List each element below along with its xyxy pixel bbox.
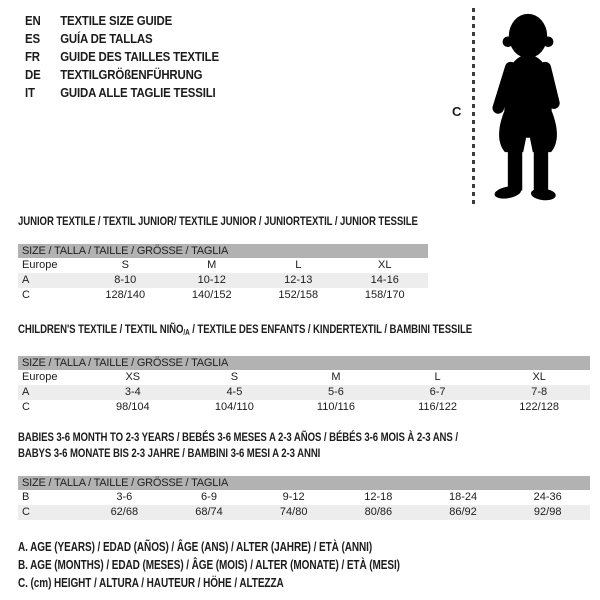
language-row xyxy=(25,29,219,47)
size-cell: 74/80 xyxy=(279,506,308,518)
size-cell: S xyxy=(230,371,239,383)
size-cell: 158/170 xyxy=(364,289,405,301)
size-cell: XS xyxy=(125,371,141,383)
size-cell: 3-6 xyxy=(116,491,133,503)
childrens-textile-table xyxy=(18,321,590,415)
size-cell: S xyxy=(121,259,129,271)
height-c-label: C xyxy=(452,104,462,119)
size-cell: 116/122 xyxy=(418,401,458,413)
size-cell: 68/74 xyxy=(195,506,223,518)
table-title-segment: BABYS 3-6 MONATE BIS 2-3 JAHRE / BAMBINI 3-6 MESI A 2-3 ANNI xyxy=(18,446,321,460)
language-code: FR xyxy=(25,48,40,64)
babies-textile-table xyxy=(18,429,590,520)
table-row xyxy=(18,273,428,288)
language-row xyxy=(25,47,219,65)
language-code: DE xyxy=(25,66,41,82)
table-title-segment: / TEXTILE DES ENFANTS / KINDERTEXTIL / BAMBINI TESSILE xyxy=(189,322,473,336)
row-label: C xyxy=(22,289,30,301)
size-cell: 12-13 xyxy=(284,274,313,286)
size-cell: 128/140 xyxy=(105,289,146,301)
table-title xyxy=(18,445,476,461)
toddler-silhouette-icon xyxy=(480,6,576,208)
size-cell: M xyxy=(331,371,341,383)
size-header-bar: SIZE / TALLA / TAILLE / GRÖSSE / TAGLIA xyxy=(18,356,590,370)
language-code: EN xyxy=(25,12,41,28)
size-cell: 104/110 xyxy=(214,401,254,413)
size-cell: 110/116 xyxy=(316,401,356,413)
table-row xyxy=(18,400,590,415)
language-title: TEXTILGRÖßENFÜHRUNG xyxy=(60,66,203,82)
size-cell: 4-5 xyxy=(226,386,243,398)
size-cell: 92/98 xyxy=(533,506,562,518)
size-cell: L xyxy=(295,259,302,271)
row-label: Europe xyxy=(22,371,58,383)
row-label: A xyxy=(22,274,30,286)
size-header-bar: SIZE / TALLA / TAILLE / GRÖSSE / TAGLIA xyxy=(18,244,428,258)
row-label: Europe xyxy=(22,259,58,271)
language-row xyxy=(25,83,219,101)
size-cell: 7-8 xyxy=(531,386,548,398)
language-code: IT xyxy=(25,84,35,100)
size-header-bar: SIZE / TALLA / TAILLE / GRÖSSE / TAGLIA xyxy=(18,476,590,490)
table-title-segment: JUNIOR TEXTILE / TEXTIL JUNIOR/ TEXTILE JUNIOR / JUNIORTEXTIL / JUNIOR TESSILE xyxy=(18,214,418,228)
size-cell: 122/128 xyxy=(519,401,560,413)
language-code: ES xyxy=(25,30,40,46)
size-cell: XL xyxy=(532,371,546,383)
language-title: GUÍA DE TALLAS xyxy=(60,30,153,46)
footnotes-list xyxy=(18,538,400,592)
row-label: C xyxy=(22,401,30,413)
size-cell: 62/68 xyxy=(110,506,139,518)
row-label: B xyxy=(22,491,30,503)
size-cell: 8-10 xyxy=(114,274,137,286)
height-dotted-line xyxy=(472,8,475,206)
row-label: A xyxy=(22,386,30,398)
size-cell: XL xyxy=(378,259,392,271)
size-cell: 3-4 xyxy=(124,386,141,398)
size-cell: 152/158 xyxy=(278,289,319,301)
table-title xyxy=(18,213,418,229)
table-row xyxy=(18,490,590,505)
size-cell: 12-18 xyxy=(364,491,393,503)
table-title xyxy=(18,321,476,341)
size-cell: 6-9 xyxy=(201,491,217,503)
language-title-list xyxy=(25,11,219,101)
table-row xyxy=(18,370,590,385)
language-row xyxy=(25,65,219,83)
size-cell: 10-12 xyxy=(197,274,226,286)
junior-textile-table xyxy=(18,213,428,303)
table-title-segment: /A xyxy=(183,328,190,337)
table-row xyxy=(18,385,590,400)
size-cell: 14-16 xyxy=(370,274,399,286)
size-cell: 5-6 xyxy=(328,386,344,398)
size-cell: 98/104 xyxy=(115,401,150,413)
table-title-segment: BABIES 3-6 MONTH TO 2-3 YEARS / BEBÉS 3-6 MESES A 2-3 AÑOS / BÉBÉS 3-6 MOIS À 2-3 ANS / xyxy=(18,430,458,444)
table-row xyxy=(18,258,428,273)
size-cell: 9-12 xyxy=(282,491,305,503)
size-cell: 140/152 xyxy=(191,289,232,301)
size-cell: 80/86 xyxy=(364,506,393,518)
language-title: TEXTILE SIZE GUIDE xyxy=(60,12,173,28)
language-title: GUIDA ALLE TAGLIE TESSILI xyxy=(60,84,216,100)
size-cell: L xyxy=(434,371,441,383)
table-row xyxy=(18,288,428,303)
footnote-line: C. (cm) HEIGHT / ALTURA / HAUTEUR / HÖHE / ALTEZZA xyxy=(18,576,284,590)
table-row xyxy=(18,505,590,520)
table-title xyxy=(18,429,476,445)
size-cell: 86/92 xyxy=(449,506,477,518)
language-title: GUIDE DES TAILLES TEXTILE xyxy=(60,48,219,64)
footnote-line: B. AGE (MONTHS) / EDAD (MESES) / ÂGE (MOIS) / ALTER (MONATE) / ETÀ (MESI) xyxy=(18,558,400,572)
size-cell: 6-7 xyxy=(429,386,446,398)
row-label: C xyxy=(22,506,30,518)
size-cell: M xyxy=(207,259,217,271)
language-row xyxy=(25,11,219,29)
size-cell: 24-36 xyxy=(533,491,562,503)
size-cell: 18-24 xyxy=(448,491,478,503)
footnote-line: A. AGE (YEARS) / EDAD (AÑOS) / ÂGE (ANS) / ALTER (JAHRE) / ETÀ (ANNI) xyxy=(18,540,373,554)
table-title-segment: CHILDREN'S TEXTILE / TEXTIL NIÑO xyxy=(18,322,184,336)
